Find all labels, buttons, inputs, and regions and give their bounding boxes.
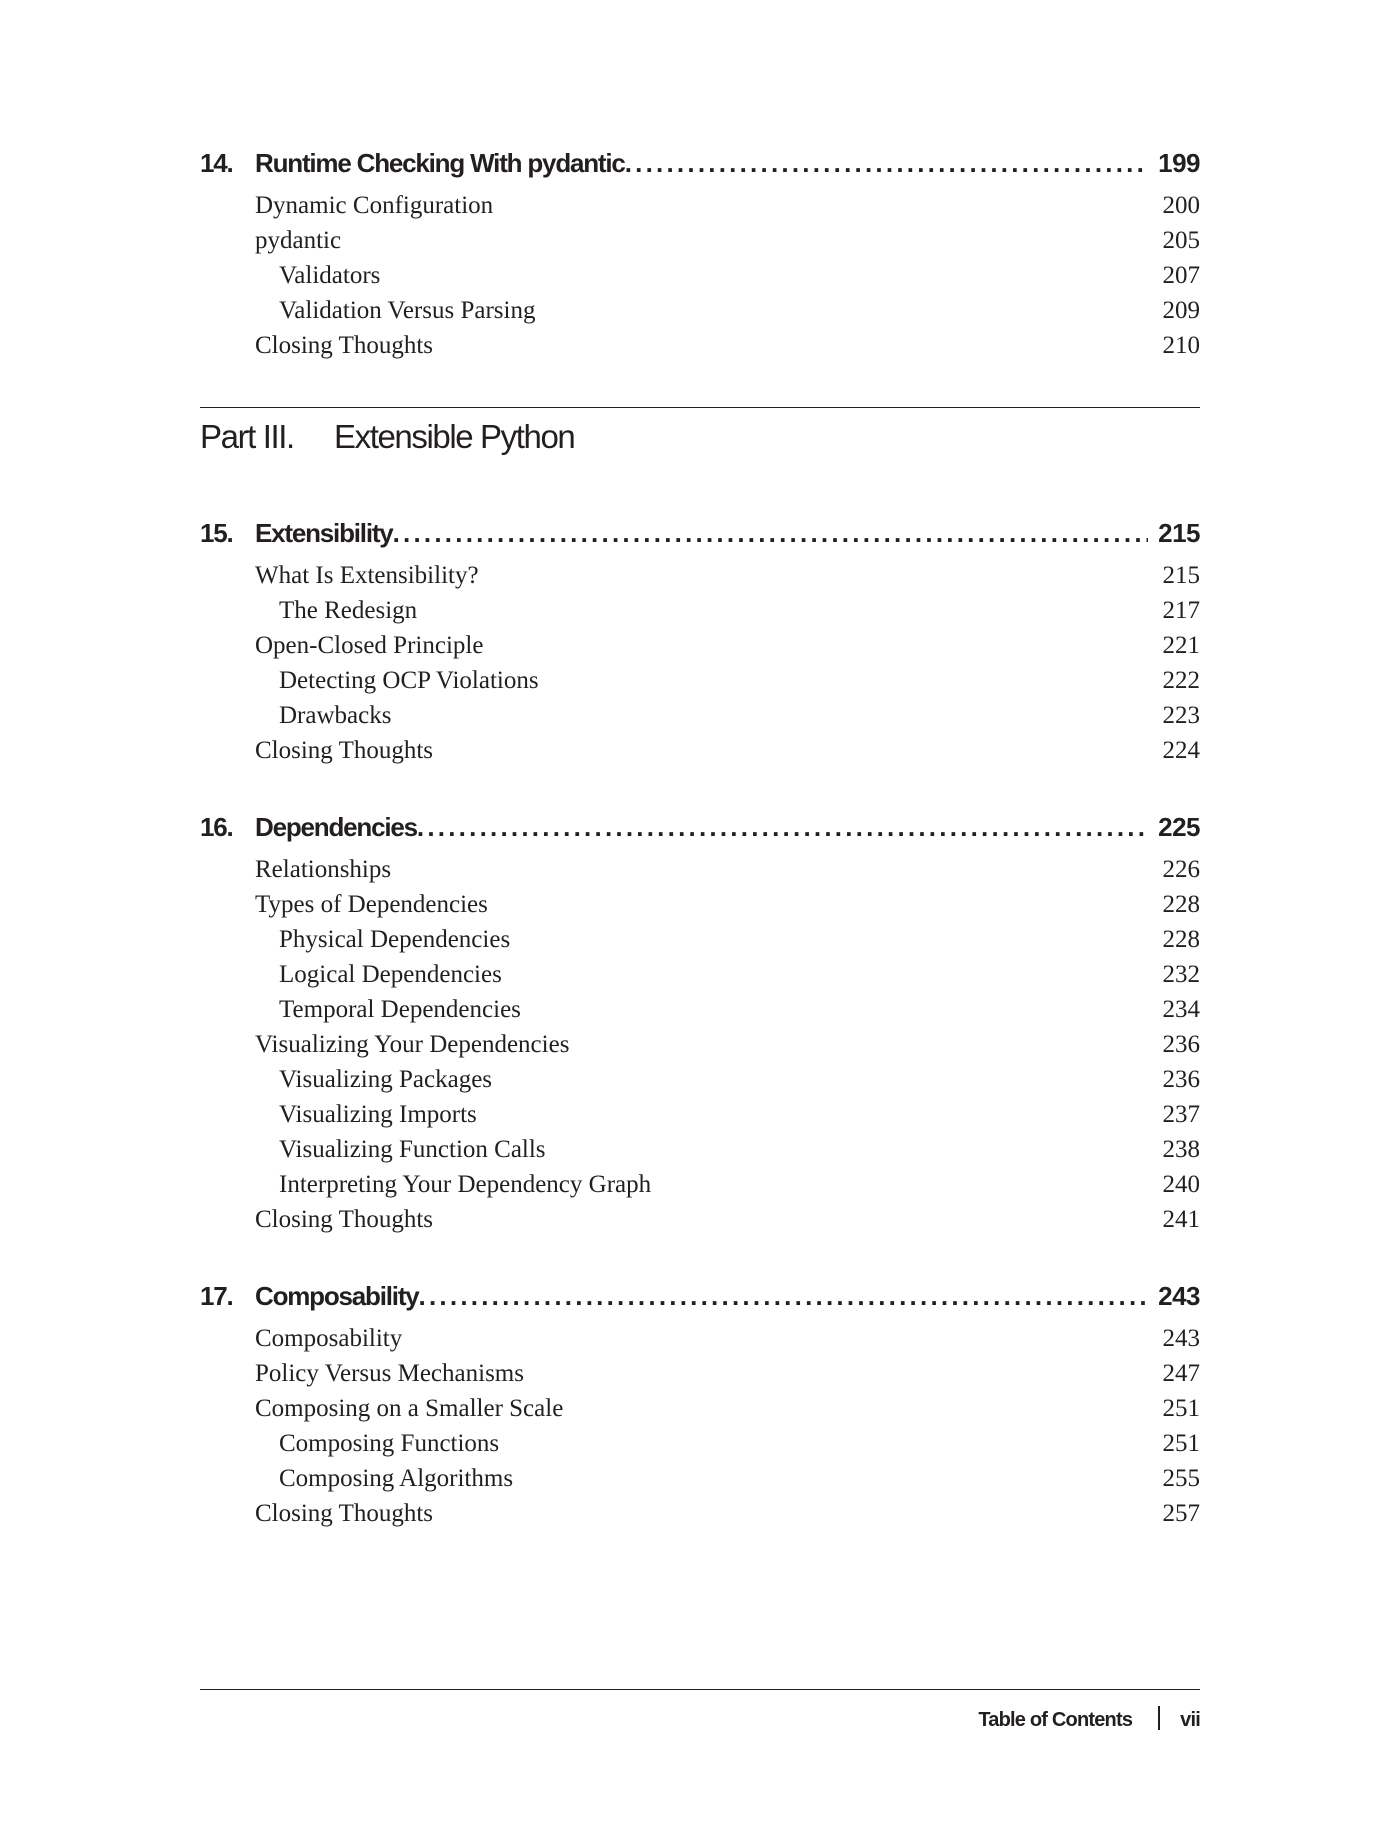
entry-title: Physical Dependencies — [279, 926, 511, 953]
entry-title: Visualizing Your Dependencies — [255, 1031, 570, 1058]
table-of-contents — [200, 148, 1200, 1575]
entry-title: Policy Versus Mechanisms — [255, 1360, 524, 1387]
toc-entry[interactable] — [200, 328, 1200, 363]
entry-page: 221 — [1162, 632, 1200, 659]
entry-page: 243 — [1162, 1325, 1200, 1352]
entry-title: Dynamic Configuration — [255, 192, 494, 219]
toc-subentry[interactable] — [200, 1132, 1200, 1167]
chapter-15 — [200, 518, 1200, 768]
entry-page: 228 — [1162, 891, 1200, 918]
chapter-17 — [200, 1281, 1200, 1531]
entry-page: 257 — [1162, 1500, 1200, 1527]
entry-page: 226 — [1162, 856, 1200, 883]
entry-title: Composability — [255, 1325, 403, 1352]
chapter-number: 16. — [200, 812, 233, 842]
entry-page: 251 — [1162, 1395, 1200, 1422]
toc-entry[interactable] — [200, 1202, 1200, 1237]
dot-leader — [625, 148, 1148, 179]
chapter-heading[interactable] — [200, 148, 1200, 188]
toc-subentry[interactable] — [200, 1097, 1200, 1132]
toc-subentry[interactable] — [200, 258, 1200, 293]
entry-title: Validators — [279, 262, 381, 289]
toc-entry[interactable] — [200, 852, 1200, 887]
chapter-title: Composability — [255, 1281, 419, 1311]
toc-entry[interactable] — [200, 223, 1200, 258]
chapter-page: 199 — [1158, 148, 1200, 178]
entry-page: 207 — [1162, 262, 1200, 289]
toc-entry[interactable] — [200, 558, 1200, 593]
toc-subentry[interactable] — [200, 922, 1200, 957]
toc-subentry[interactable] — [200, 992, 1200, 1027]
entry-page: 217 — [1162, 597, 1200, 624]
entry-page: 251 — [1162, 1430, 1200, 1457]
toc-subentry[interactable] — [200, 957, 1200, 992]
entry-title: Logical Dependencies — [279, 961, 502, 988]
toc-entry[interactable] — [200, 887, 1200, 922]
toc-entry[interactable] — [200, 1321, 1200, 1356]
toc-subentry[interactable] — [200, 1167, 1200, 1202]
toc-subentry[interactable] — [200, 1426, 1200, 1461]
chapter-title: Dependencies — [255, 812, 417, 842]
toc-entry[interactable] — [200, 628, 1200, 663]
chapter-number: 17. — [200, 1281, 233, 1311]
toc-subentry[interactable] — [200, 663, 1200, 698]
entry-title: Closing Thoughts — [255, 1206, 434, 1233]
chapter-heading[interactable] — [200, 1281, 1200, 1321]
part-label: Part III. — [200, 418, 294, 455]
part-title: Extensible Python — [334, 418, 575, 455]
chapter-heading[interactable] — [200, 812, 1200, 852]
entry-page: 215 — [1162, 562, 1200, 589]
entry-page: 228 — [1162, 926, 1200, 953]
entry-page: 205 — [1162, 227, 1200, 254]
entry-title: Relationships — [255, 856, 392, 883]
entry-page: 236 — [1162, 1031, 1200, 1058]
entry-title: Interpreting Your Dependency Graph — [279, 1171, 652, 1198]
entry-page: 236 — [1162, 1066, 1200, 1093]
chapter-number: 14. — [200, 148, 233, 178]
toc-entry[interactable] — [200, 1496, 1200, 1531]
entry-title: pydantic — [255, 227, 342, 254]
page-footer — [200, 1689, 1200, 1732]
entry-title: Validation Versus Parsing — [279, 297, 536, 324]
entry-title: Closing Thoughts — [255, 1500, 434, 1527]
entry-title: Closing Thoughts — [255, 737, 434, 764]
entry-title: Composing on a Smaller Scale — [255, 1395, 564, 1422]
entry-page: 200 — [1162, 192, 1200, 219]
entry-title: The Redesign — [279, 597, 418, 624]
entry-title: Open-Closed Principle — [255, 632, 484, 659]
chapter-page: 225 — [1158, 812, 1200, 842]
entry-title: Types of Dependencies — [255, 891, 488, 918]
chapter-page: 215 — [1158, 518, 1200, 548]
entry-page: 224 — [1162, 737, 1200, 764]
entry-title: Detecting OCP Violations — [279, 667, 539, 694]
dot-leader — [419, 1281, 1149, 1312]
entry-title: Composing Algorithms — [279, 1465, 514, 1492]
entry-page: 240 — [1162, 1171, 1200, 1198]
dot-leader — [417, 812, 1148, 843]
footer-divider — [1158, 1706, 1160, 1730]
entry-page: 238 — [1162, 1136, 1200, 1163]
entry-page: 255 — [1162, 1465, 1200, 1492]
entry-title: Composing Functions — [279, 1430, 500, 1457]
chapter-16 — [200, 812, 1200, 1237]
chapter-14 — [200, 148, 1200, 363]
chapter-title: Extensibility — [255, 518, 393, 548]
entry-page: 241 — [1162, 1206, 1200, 1233]
chapter-page: 243 — [1158, 1281, 1200, 1311]
part-heading[interactable] — [200, 407, 1200, 478]
toc-entry[interactable] — [200, 188, 1200, 223]
toc-subentry[interactable] — [200, 698, 1200, 733]
entry-page: 222 — [1162, 667, 1200, 694]
dot-leader — [393, 518, 1149, 549]
chapter-title: Runtime Checking With pydantic — [255, 148, 625, 178]
entry-page: 234 — [1162, 996, 1200, 1023]
footer-section-title: Table of Contents — [978, 1709, 1133, 1731]
entry-page: 210 — [1162, 332, 1200, 359]
entry-title: Visualizing Function Calls — [279, 1136, 546, 1163]
toc-subentry[interactable] — [200, 593, 1200, 628]
entry-page: 247 — [1162, 1360, 1200, 1387]
entry-title: Drawbacks — [279, 702, 392, 729]
toc-subentry[interactable] — [200, 1062, 1200, 1097]
entry-title: Closing Thoughts — [255, 332, 434, 359]
entry-page: 232 — [1162, 961, 1200, 988]
entry-page: 237 — [1162, 1101, 1200, 1128]
entry-page: 209 — [1162, 297, 1200, 324]
toc-entry[interactable] — [200, 1027, 1200, 1062]
toc-entry[interactable] — [200, 1391, 1200, 1426]
toc-subentry[interactable] — [200, 293, 1200, 328]
entry-page: 223 — [1162, 702, 1200, 729]
entry-title: Visualizing Imports — [279, 1101, 477, 1128]
entry-title: Visualizing Packages — [279, 1066, 493, 1093]
chapter-heading[interactable] — [200, 518, 1200, 558]
toc-subentry[interactable] — [200, 1461, 1200, 1496]
toc-entry[interactable] — [200, 733, 1200, 768]
chapter-number: 15. — [200, 518, 233, 548]
entry-title: Temporal Dependencies — [279, 996, 521, 1023]
entry-title: What Is Extensibility? — [255, 562, 479, 589]
footer-page-number: vii — [1180, 1709, 1200, 1731]
toc-entry[interactable] — [200, 1356, 1200, 1391]
